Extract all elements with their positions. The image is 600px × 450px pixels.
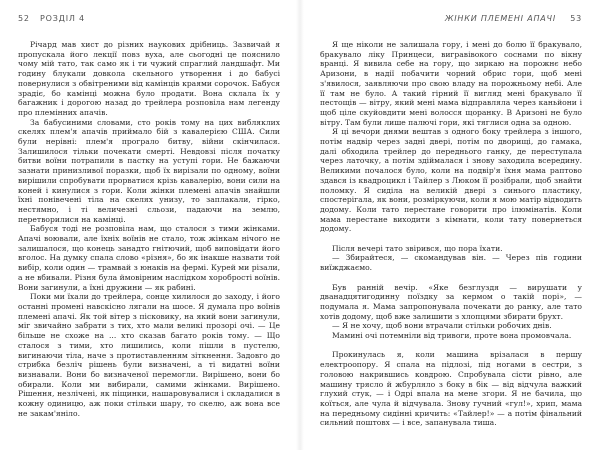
right-body-text: [320, 40, 582, 428]
left-chapter-title: РОЗДІЛ 4: [40, 14, 85, 23]
left-page: [18, 0, 280, 418]
paragraph: За бабусиними словами, сто років тому на цих вибляклих скелях плем'я апачів приймало бій з кавалерією США. Сили були нерівні: плем'я програло битву, війни скінчилася. Залишилося тільки почекати смерті. Невдовзі після початку битви воїни потрапили в пастку на уступі гори. Не бажаючи зазнати принизливої поразки, щоб їх вирізали по одному, воїни вирішили спробувати прорватися крізь кавалерію, вони сили на коней і кинулися з гори. Коли жінки племені апачів знайшли їхні понівечені тіла на скелях унизу, то заплакали, гірко, нестямно, і ті величезні сльози, падаючи на землю, перетворилися на камінці.: [18, 117, 280, 224]
paragraph: Мамині очі потемніли від тривоги, проте вона промовчала.: [332, 331, 572, 341]
paragraph: Поки ми їхали до трейлера, сонце хилилося до заходу, і його останні промені навскісно лягали на шосе. Я думала про воїнів племені апачі. Як той вітер з пісковику, на який вони загинули, міг звичайно забрати з тих, хто мали великі прозорі очі. — Це більше не схоже на ... хто сказав багато років тому. — Що сталося з тими, хто лишились, коли пішли в пустелю, вигинаючи тіла, наче з протиставленням зіткнення. Задовго до стрибка безліч рішень були визначені, а ті видатні воїни визнавали. Вони бо визначеної перемогли. Вирішено, вони бо обирали. Коли ми вибирали, самими жінками. Вирішено. Рішення, незлічені, як піщинки, нашаровувалися і складалися в кожну одиницю, аж поки стільки шару, то скелю, аж вона все не закам'яніло.: [18, 292, 280, 418]
right-page: [320, 0, 582, 428]
paragraph: Прокинулась я, коли машина врізалася в першу електроопору. Я спала на підлозі, під ногами в сестри, з головою накрившись ковдрою. Спробувала сісти рівно, але машину трясло й жбурляло з боку в бік — від відчула важкий глухий стук, — і Одрі впала на мене згори. Я не бачила, що коїться, але чула й відчувала. Знову гучний «гул!», хрип, мама на передньому сидінні кричить: «Тайлер!» — а потім фінальний сильний поштовх — і все, запанувала тиша.: [320, 350, 582, 428]
left-running-head: [18, 14, 280, 28]
paragraph: — Збирайтеся, — скомандував він. — Через пів години виїжджаємо.: [320, 253, 582, 273]
paragraph: Річард мав хист до різних наукових дрібниць. Зазвичай я пропускала його лекції повз вуха, але сьогодні це пояснило чому мій тато, так само як і ти чужий спраглий ландшафт. Ми годину блукали довкола скельного утворення і до бабусі повернулися з обвітреними від камінців краями сорочок. Бабуся зрадіє, бо камінці можна було продати. Вона склала їх у багажник і дорогою назад до трейлера розповіла нам легенду про племінних апачів.: [18, 40, 280, 117]
paragraph: Був ранній вечір. «Яке безглуздя — вирушати у дванадцятигодинну поїздку за кермом о такій порі», — подумала я. Мама запропонувала почекати до ранку, але тато хотів додому, щоб вже залишити з хлопцями збирати брухт.: [320, 282, 582, 321]
paragraph: Я ці вечори днями вештав з одного боку трейлера з іншого, потім надвір через задні двері, потім по дворищі, до гамака, далі обходила трейлер до переднього ганку, де переступала через латочку, а потім здіймалася і знову заходила всередину. Великими почалося було, коли на подвір'я їхня мама раптово здався із квадроцикл і Тайлер з Люком її розібрали, щоб знайти поломку. Я сиділа на великій двері з синього пластику, спостерігала, як вони, розміркуючи, коли я мою матір відводить додому. Коли тато перестане говорити про ілюмінатів. Коли мама перестане виходити з кімнати, коли тату повернеться додому.: [320, 127, 582, 234]
left-page-number: 52: [18, 14, 30, 23]
right-page-number: 53: [570, 14, 582, 23]
paragraph: Бабуся тоді не розповіла нам, що сталося з тими жінками. Апачі воювали, але їхніх воїнів не стало, тож жінкам нічого не залишалося, що конець занадто гнітючий, щоб виповідати його вголос. На думку спала слово «різня», бо як інакше назвати той вибір, коли один — трамвай з юнаків на фермі. Курей ми різали, а не вбивали. Різня була ймовірним наслідком хоробрості воїнів. Вони загинули, а їхні дружини — як рабині.: [18, 224, 280, 292]
book-gutter: [296, 0, 304, 450]
right-running-head: [320, 14, 582, 28]
left-body-text: [18, 40, 280, 418]
paragraph: Я ще ніколи не залишала гору, і мені до болю її бракувало, бракувало ліку Принцеси, вигравівокого соснами по вікну вранці. Я вивила себе на гору, що зиркаю на порожнє небо Аризони, в надії побачити чорний обрис гори, щоб мені з'явилося, заявляючи про свою владу на порожньому небі. Але її там не було. А такий гірний її вигляд мені бракувало її пестощів — вітру, який мені мама відправляла через каньйони і щоб ціле скуйовдити мені волосся щоранку. В Аризоні не було вітру. Там були лише палючі гори, які тяглися одна за одною.: [320, 40, 582, 127]
paragraph: — Я не хочу, щоб вони втрачали стільки робочих днів.: [332, 321, 552, 331]
right-chapter-title: ЖІНКИ ПЛЕМЕНІ АПАЧІ: [444, 14, 556, 23]
paragraph: Після вечері тато звірився, що пора їхати.: [332, 243, 503, 253]
